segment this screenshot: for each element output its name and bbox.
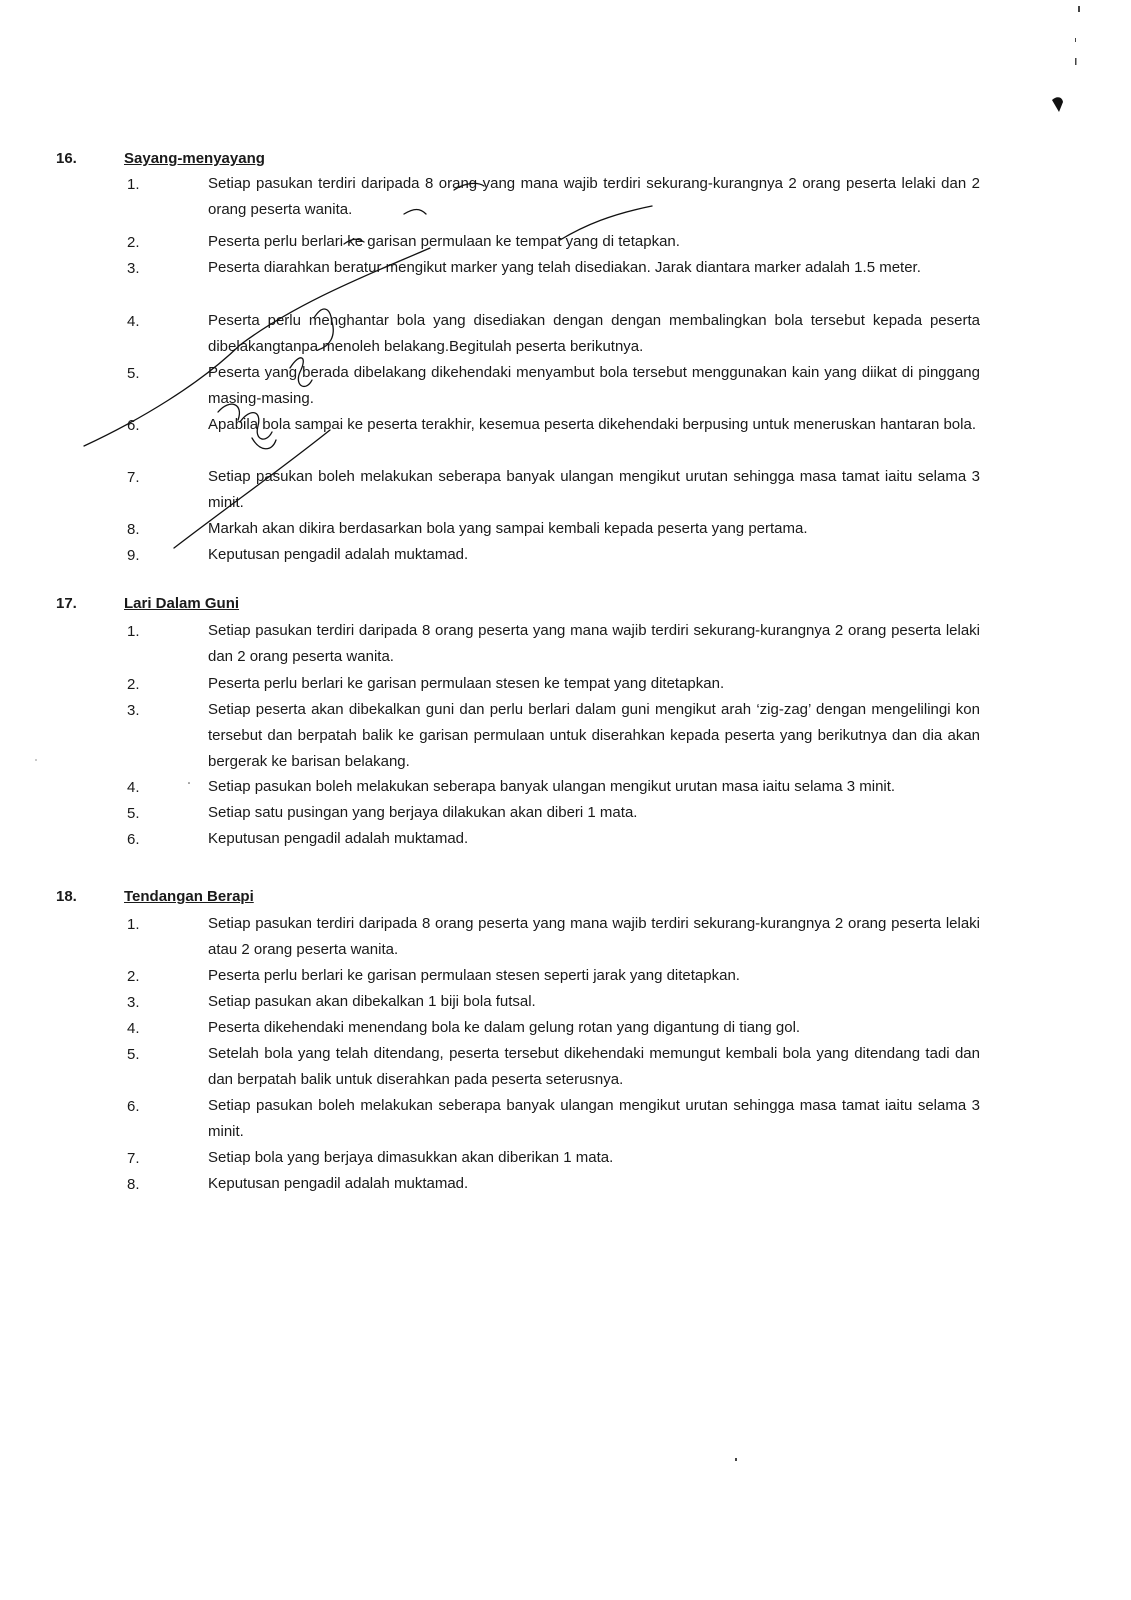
item-text: Apabila bola sampai ke peserta terakhir, kesemua peserta dikehendaki berpusing untuk meneruskan hantaran bola. <box>208 416 976 433</box>
item-text: Setiap pasukan boleh melakukan seberapa banyak ulangan mengikut urutan sehingga masa tamat iaitu selama 3 minit. <box>208 1097 980 1140</box>
section-title: Tendangan Berapi <box>124 888 254 905</box>
item-text: Keputusan pengadil adalah muktamad. <box>208 1175 469 1192</box>
item-text: Setiap pasukan terdiri daripada 8 orang peserta yang mana wajib terdiri sekurang-kurangnya 2 orang peserta lelaki dan 2 orang peserta wanita. <box>208 622 980 665</box>
item-number: 6. <box>127 831 140 848</box>
item-number: 1. <box>127 176 140 193</box>
item-number: 3. <box>127 702 140 719</box>
item-text: Peserta perlu berlari ke garisan permulaan ke tempat yang di tetapkan. <box>208 233 680 250</box>
item-number: 1. <box>127 623 140 640</box>
item-number: 3. <box>127 260 140 277</box>
section-number: 17. <box>56 595 77 612</box>
item-text: Setiap pasukan boleh melakukan seberapa banyak ulangan mengikut urutan sehingga masa tamat iaitu selama 3 minit. <box>208 468 980 511</box>
item-number: 6. <box>127 417 140 434</box>
item-number: 5. <box>127 365 140 382</box>
item-text: Peserta dikehendaki menendang bola ke dalam gelung rotan yang digantung di tiang gol. <box>208 1019 801 1036</box>
item-number: 5. <box>127 1046 140 1063</box>
item-text: Peserta perlu menghantar bola yang disediakan dengan dengan membalingkan bola tersebut kepada peserta dibelakangtanpa menoleh belakang.Begitulah peserta berikutnya. <box>208 312 980 355</box>
item-text: Peserta yang berada dibelakang dikehendaki menyambut bola tersebut menggunakan kain yang diikat di pinggang masing-masing. <box>208 364 980 407</box>
item-text: Setelah bola yang telah ditendang, peserta tersebut dikehendaki memungut kembali bola yang ditendang tadi dan dan berpatah balik untuk diserahkan pada peserta seterusnya. <box>208 1045 980 1088</box>
item-text: Setiap pasukan boleh melakukan seberapa banyak ulangan mengikut urutan masa iaitu selama 3 minit. <box>208 778 896 795</box>
section-number: 16. <box>56 150 77 167</box>
section-number: 18. <box>56 888 77 905</box>
item-text: Setiap pasukan terdiri daripada 8 orang yang mana wajib terdiri sekurang-kurangnya 2 orang peserta lelaki dan 2 orang peserta wanita. <box>208 175 980 218</box>
item-text: Setiap pasukan terdiri daripada 8 orang peserta yang mana wajib terdiri sekurang-kurangnya 2 orang peserta lelaki atau 2 orang peserta wanita. <box>208 915 980 958</box>
item-text: Setiap satu pusingan yang berjaya dilakukan akan diberi 1 mata. <box>208 804 638 821</box>
section-title: Sayang-menyayang <box>124 150 265 167</box>
item-number: 2. <box>127 234 140 251</box>
item-number: 7. <box>127 1150 140 1167</box>
item-number: 8. <box>127 1176 140 1193</box>
item-text: Keputusan pengadil adalah muktamad. <box>208 546 469 563</box>
item-text: Peserta perlu berlari ke garisan permulaan stesen ke tempat yang ditetapkan. <box>208 675 725 692</box>
item-text: Keputusan pengadil adalah muktamad. <box>208 830 469 847</box>
item-number: 2. <box>127 968 140 985</box>
item-number: 4. <box>127 779 140 796</box>
section-title: Lari Dalam Guni <box>124 595 240 612</box>
item-number: 5. <box>127 805 140 822</box>
item-text: Setiap pasukan akan dibekalkan 1 biji bola futsal. <box>208 993 536 1010</box>
item-text: Peserta diarahkan beratur mengikut marker yang telah disediakan. Jarak diantara marker adalah 1.5 meter. <box>208 259 921 276</box>
item-number: 1. <box>127 916 140 933</box>
item-number: 3. <box>127 994 140 1011</box>
item-number: 4. <box>127 313 140 330</box>
item-text: Markah akan dikira berdasarkan bola yang sampai kembali kepada peserta yang pertama. <box>208 520 808 537</box>
item-number: 6. <box>127 1098 140 1115</box>
item-number: 2. <box>127 676 140 693</box>
item-text: Setiap peserta akan dibekalkan guni dan perlu berlari dalam guni mengikut arah ‘zig-zag’ dengan mengelilingi kon tersebut dan berpatah balik ke garisan permulaan untuk diserahkan kepada peserta yang berikutnya dan dia akan bergerak ke barisan belakang. <box>208 701 980 770</box>
item-text: Setiap bola yang berjaya dimasukkan akan diberikan 1 mata. <box>208 1149 614 1166</box>
item-number: 9. <box>127 547 140 564</box>
item-number: 7. <box>127 469 140 486</box>
item-number: 4. <box>127 1020 140 1037</box>
item-number: 8. <box>127 521 140 538</box>
item-text: Peserta perlu berlari ke garisan permulaan stesen seperti jarak yang ditetapkan. <box>208 967 740 984</box>
